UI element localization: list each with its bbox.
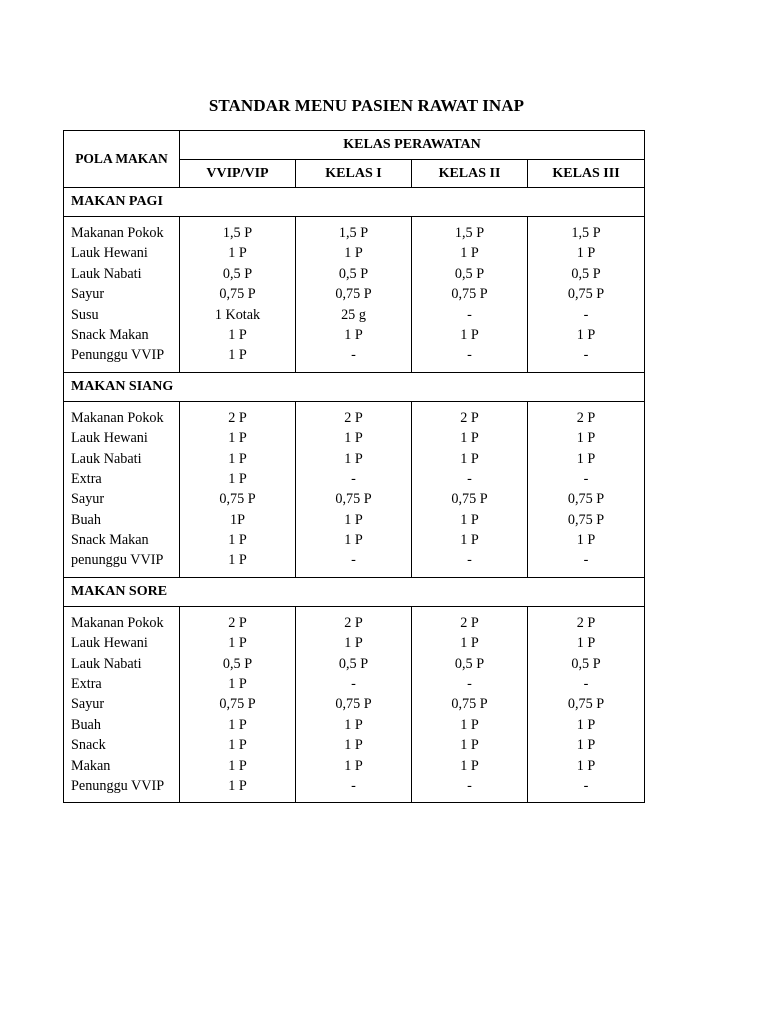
portion-value: 0,5 P xyxy=(571,655,601,672)
portion-value: 2 P xyxy=(460,614,479,631)
portion-value: 1 P xyxy=(460,532,479,549)
portion-value: 1 P xyxy=(228,430,247,447)
portion-cell-class-3 xyxy=(528,217,645,373)
portion-value: 1 P xyxy=(344,430,363,447)
portion-value: 0,5 P xyxy=(338,265,369,282)
food-items-cell xyxy=(64,606,180,803)
food-item-label: Sayur xyxy=(71,696,105,713)
portion-value: 2 P xyxy=(344,409,363,426)
food-item-label: Buah xyxy=(71,511,101,528)
portion-value: 1 P xyxy=(576,430,596,447)
header-class-kelas-3: KELAS III xyxy=(528,160,645,188)
portion-value: - xyxy=(467,676,472,693)
section-title-makan-siang: MAKAN SIANG xyxy=(64,372,645,401)
portion-value: 1 P xyxy=(344,326,363,343)
section-title-makan-sore: MAKAN SORE xyxy=(64,577,645,606)
portion-value: - xyxy=(583,470,589,487)
portion-value: 1,5 P xyxy=(222,225,253,241)
portion-value: 1 P xyxy=(460,450,479,467)
portion-value: 0,5 P xyxy=(222,655,253,672)
portion-value: 1 P xyxy=(460,245,479,262)
food-item-label: Lauk Nabati xyxy=(71,450,142,467)
portion-value: 1 P xyxy=(460,737,479,754)
portion-value: 1 P xyxy=(228,635,247,652)
portion-value: - xyxy=(467,306,472,323)
portion-value: 1,5 P xyxy=(454,225,485,241)
portion-value: 0,5 P xyxy=(338,655,369,672)
portion-value: 1 P xyxy=(576,450,596,467)
portion-value: 1 P xyxy=(344,245,363,262)
portion-value: 2 P xyxy=(228,614,247,631)
food-item-label: Makanan Pokok xyxy=(71,614,164,631)
portion-value: 1 P xyxy=(576,635,596,652)
section-header-row xyxy=(64,577,645,606)
food-item-label: Sayur xyxy=(71,491,105,508)
portion-value: - xyxy=(351,470,356,487)
food-item-label: Makanan Pokok xyxy=(71,409,164,426)
portion-value: 0,5 P xyxy=(454,655,485,672)
portion-value: - xyxy=(467,347,472,364)
portion-value: 1,5 P xyxy=(571,225,601,241)
portion-value: 0,75 P xyxy=(567,696,605,713)
food-item-label: Lauk Hewani xyxy=(71,635,148,652)
portion-value: 1 P xyxy=(460,716,479,733)
food-item-label: Lauk Hewani xyxy=(71,430,148,447)
food-item-label: Lauk Nabati xyxy=(71,655,142,672)
portion-value: - xyxy=(583,306,589,323)
portion-value: 0,75 P xyxy=(451,286,488,303)
portion-value: 1P xyxy=(230,511,245,528)
food-item-label: Extra xyxy=(71,676,102,693)
portion-value: 1 P xyxy=(228,450,247,467)
portion-value: 0,5 P xyxy=(222,265,253,282)
portion-value: 0,75 P xyxy=(219,491,256,508)
portion-cell-class-0 xyxy=(180,606,296,803)
portion-value: 1 P xyxy=(344,532,363,549)
portion-value: 1 P xyxy=(460,430,479,447)
section-header-row xyxy=(64,188,645,217)
portion-value: 1 P xyxy=(576,737,596,754)
portion-value: 1 P xyxy=(228,737,247,754)
portion-value: - xyxy=(583,347,589,364)
portion-value: 0,75 P xyxy=(335,286,372,303)
header-class-vvip: VVIP/VIP xyxy=(180,160,296,188)
portion-cell-class-1 xyxy=(296,606,412,803)
portion-value: 1 P xyxy=(576,757,596,774)
food-item-label: Penunggu VVIP xyxy=(71,347,165,364)
portion-cell-class-2 xyxy=(412,401,528,577)
portion-value: 1 P xyxy=(344,635,363,652)
portion-value: 0,75 P xyxy=(451,491,488,508)
portion-value: 1 P xyxy=(576,532,596,549)
portion-value: 25 g xyxy=(341,306,366,323)
header-pola-makan: POLA MAKAN xyxy=(64,131,180,188)
portion-value: - xyxy=(583,777,589,794)
portion-value: 0,75 P xyxy=(335,491,372,508)
portion-value: 1 P xyxy=(576,716,596,733)
food-item-label: Lauk Hewani xyxy=(71,245,148,262)
header-kelas-perawatan: KELAS PERAWATAN xyxy=(180,131,645,160)
portion-value: 2 P xyxy=(228,409,247,426)
food-item-label: Snack Makan xyxy=(71,532,149,549)
section-header-row xyxy=(64,372,645,401)
menu-table xyxy=(63,130,645,803)
portion-value: 1 P xyxy=(344,737,363,754)
portion-value: - xyxy=(351,777,356,794)
header-class-kelas-1: KELAS I xyxy=(296,160,412,188)
portion-value: - xyxy=(351,347,356,364)
section-body-row xyxy=(64,606,645,803)
section-title-makan-pagi: MAKAN PAGI xyxy=(64,188,645,217)
portion-value: - xyxy=(467,552,472,569)
portion-value: 1 P xyxy=(228,552,247,569)
food-items-cell xyxy=(64,217,180,373)
portion-value: 1 P xyxy=(460,511,479,528)
portion-value: 0,75 P xyxy=(567,511,605,528)
food-item-label: Makan xyxy=(71,757,111,774)
portion-value: 2 P xyxy=(576,614,596,631)
portion-value: 0,75 P xyxy=(219,286,256,303)
food-items-cell xyxy=(64,401,180,577)
portion-value: 1 P xyxy=(228,777,247,794)
portion-value: 2 P xyxy=(344,614,363,631)
portion-value: 1 P xyxy=(460,326,479,343)
portion-value: 1 P xyxy=(228,347,247,364)
portion-value: 1 P xyxy=(228,326,247,343)
portion-value: 1 P xyxy=(576,245,596,262)
portion-cell-class-3 xyxy=(528,606,645,803)
portion-cell-class-3 xyxy=(528,401,645,577)
section-body-row xyxy=(64,217,645,373)
header-row-main xyxy=(64,131,645,160)
portion-value: 1 P xyxy=(228,757,247,774)
food-item-label: Makanan Pokok xyxy=(71,225,164,241)
portion-value: 1,5 P xyxy=(338,225,369,241)
portion-cell-class-2 xyxy=(412,606,528,803)
portion-cell-class-1 xyxy=(296,401,412,577)
portion-value: - xyxy=(351,552,356,569)
portion-value: 1 P xyxy=(228,245,247,262)
portion-value: 1 P xyxy=(344,716,363,733)
portion-value: 0,75 P xyxy=(567,286,605,303)
food-item-label: Penunggu VVIP xyxy=(71,777,165,794)
portion-value: - xyxy=(583,676,589,693)
food-item-label: Sayur xyxy=(71,286,105,303)
portion-value: - xyxy=(467,777,472,794)
portion-value: 1 P xyxy=(344,757,363,774)
portion-cell-class-0 xyxy=(180,217,296,373)
portion-value: 1 P xyxy=(460,757,479,774)
portion-value: 1 P xyxy=(460,635,479,652)
portion-value: 1 P xyxy=(576,326,596,343)
portion-value: 0,75 P xyxy=(451,696,488,713)
portion-value: - xyxy=(351,676,356,693)
portion-value: 1 Kotak xyxy=(214,306,261,323)
document-title: STANDAR MENU PASIEN RAWAT INAP xyxy=(208,96,525,115)
portion-value: 0,5 P xyxy=(454,265,485,282)
section-body-row xyxy=(64,401,645,577)
portion-value: 2 P xyxy=(576,409,596,426)
portion-value: 1 P xyxy=(344,450,363,467)
portion-value: 0,75 P xyxy=(335,696,372,713)
portion-cell-class-2 xyxy=(412,217,528,373)
portion-value: - xyxy=(583,552,589,569)
portion-value: 1 P xyxy=(228,716,247,733)
portion-value: 0,5 P xyxy=(571,265,601,282)
header-class-kelas-2: KELAS II xyxy=(412,160,528,188)
portion-value: 0,75 P xyxy=(219,696,256,713)
portion-cell-class-0 xyxy=(180,401,296,577)
portion-cell-class-1 xyxy=(296,217,412,373)
portion-value: 1 P xyxy=(228,676,247,693)
food-item-label: Buah xyxy=(71,716,101,733)
food-item-label: Susu xyxy=(71,306,99,323)
food-item-label: Snack xyxy=(71,737,106,754)
portion-value: 1 P xyxy=(344,511,363,528)
portion-value: 1 P xyxy=(228,532,247,549)
food-item-label: Extra xyxy=(71,470,102,487)
food-item-label: penunggu VVIP xyxy=(71,552,164,569)
food-item-label: Snack Makan xyxy=(71,326,149,343)
portion-value: 1 P xyxy=(228,470,247,487)
portion-value: - xyxy=(467,470,472,487)
portion-value: 0,75 P xyxy=(567,491,605,508)
table-body xyxy=(64,188,645,803)
portion-value: 2 P xyxy=(460,409,479,426)
food-item-label: Lauk Nabati xyxy=(71,265,142,282)
